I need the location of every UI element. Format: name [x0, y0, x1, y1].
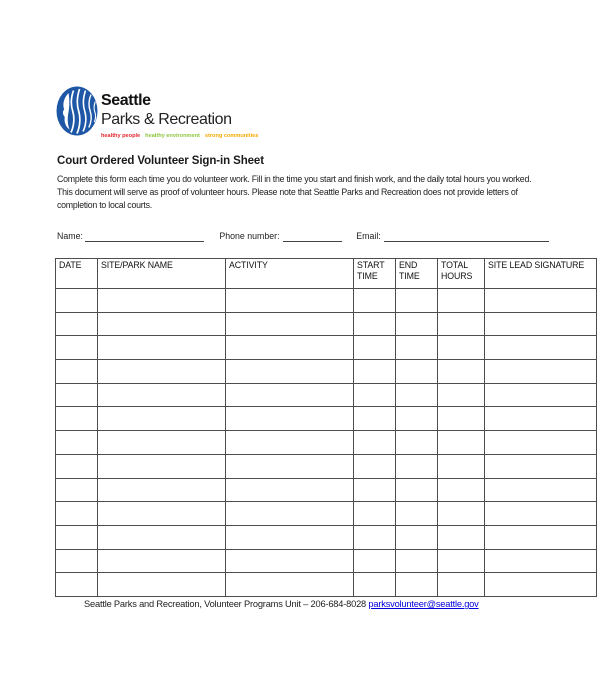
table-row: [56, 407, 597, 431]
table-row: [56, 573, 597, 597]
empty-cell: [98, 312, 226, 336]
empty-cell: [354, 549, 396, 573]
empty-cell: [438, 502, 485, 526]
empty-cell: [438, 336, 485, 360]
tagline-segment: strong communities: [204, 133, 259, 139]
empty-cell: [226, 431, 354, 455]
empty-cell: [56, 336, 98, 360]
empty-cell: [56, 360, 98, 384]
empty-cell: [226, 525, 354, 549]
empty-cell: [485, 549, 597, 573]
phone-field: [283, 231, 343, 242]
footer-email-link[interactable]: parksvolunteer@seattle.gov: [368, 599, 479, 609]
empty-cell: [226, 360, 354, 384]
empty-cell: [226, 383, 354, 407]
empty-cell: [98, 336, 226, 360]
empty-cell: [98, 525, 226, 549]
empty-cell: [396, 407, 438, 431]
footer: [84, 599, 479, 609]
empty-cell: [354, 360, 396, 384]
empty-cell: [396, 478, 438, 502]
table-row: [56, 525, 597, 549]
empty-cell: [354, 407, 396, 431]
empty-cell: [485, 502, 597, 526]
brand-name-line1: Seattle: [101, 92, 151, 109]
empty-cell: [438, 360, 485, 384]
intro-line: completion to local courts.: [57, 200, 152, 210]
empty-cell: [98, 502, 226, 526]
empty-cell: [354, 502, 396, 526]
empty-cell: [354, 431, 396, 455]
empty-cell: [98, 407, 226, 431]
empty-cell: [354, 383, 396, 407]
empty-cell: [438, 383, 485, 407]
page-title: Court Ordered Volunteer Sign-in Sheet: [57, 155, 264, 167]
email-label: Email:: [356, 231, 381, 241]
contact-row: [57, 231, 549, 242]
empty-cell: [98, 454, 226, 478]
brand-tagline: [101, 133, 263, 139]
brand-name-line2: Parks & Recreation: [101, 111, 232, 128]
empty-cell: [438, 478, 485, 502]
empty-cell: [396, 289, 438, 313]
empty-cell: [226, 312, 354, 336]
empty-cell: [396, 454, 438, 478]
empty-cell: [485, 360, 597, 384]
empty-cell: [354, 454, 396, 478]
empty-cell: [396, 360, 438, 384]
empty-cell: [485, 312, 597, 336]
empty-cell: [396, 525, 438, 549]
empty-cell: [56, 407, 98, 431]
empty-cell: [56, 478, 98, 502]
empty-cell: [56, 549, 98, 573]
empty-cell: [354, 525, 396, 549]
empty-cell: [396, 431, 438, 455]
footer-text: Seattle Parks and Recreation, Volunteer Programs Unit – 206-684-8028: [84, 599, 367, 609]
table-row: [56, 454, 597, 478]
empty-cell: [485, 573, 597, 597]
column-header-site-lead-signature: SITE LEAD SIGNATURE: [485, 259, 597, 289]
table-row: [56, 502, 597, 526]
empty-cell: [56, 312, 98, 336]
table-row: [56, 360, 597, 384]
empty-cell: [438, 407, 485, 431]
empty-cell: [485, 478, 597, 502]
empty-cell: [438, 289, 485, 313]
empty-cell: [485, 383, 597, 407]
empty-cell: [98, 360, 226, 384]
empty-cell: [354, 478, 396, 502]
table-row: [56, 383, 597, 407]
empty-cell: [98, 478, 226, 502]
empty-cell: [396, 383, 438, 407]
empty-cell: [98, 549, 226, 573]
table-row: [56, 478, 597, 502]
empty-cell: [226, 289, 354, 313]
empty-cell: [438, 431, 485, 455]
empty-cell: [98, 383, 226, 407]
column-header-total-hours: TOTAL HOURS: [438, 259, 485, 289]
table-row: [56, 549, 597, 573]
empty-cell: [226, 407, 354, 431]
empty-cell: [485, 454, 597, 478]
empty-cell: [98, 431, 226, 455]
intro-line: Complete this form each time you do volunteer work. Fill in the time you start and finish work, and the daily total hours you worked.: [57, 174, 532, 184]
empty-cell: [485, 525, 597, 549]
sign-in-table: [55, 258, 597, 597]
table-row: [56, 431, 597, 455]
empty-cell: [396, 336, 438, 360]
empty-cell: [226, 573, 354, 597]
brand-text: [101, 86, 263, 139]
empty-cell: [485, 336, 597, 360]
empty-cell: [438, 312, 485, 336]
empty-cell: [485, 431, 597, 455]
empty-cell: [485, 289, 597, 313]
empty-cell: [354, 312, 396, 336]
intro-line: This document will serve as proof of volunteer hours. Please note that Seattle Parks and Recreation does not provide letters of: [57, 187, 518, 197]
name-field: [85, 231, 204, 242]
empty-cell: [485, 407, 597, 431]
empty-cell: [56, 431, 98, 455]
empty-cell: [56, 502, 98, 526]
empty-cell: [354, 336, 396, 360]
empty-cell: [56, 383, 98, 407]
seattle-city-emblem-icon: [56, 86, 98, 136]
empty-cell: [396, 502, 438, 526]
brand-block: [56, 86, 263, 139]
empty-cell: [226, 549, 354, 573]
table-row: [56, 336, 597, 360]
empty-cell: [56, 525, 98, 549]
empty-cell: [354, 289, 396, 313]
empty-cell: [98, 289, 226, 313]
intro-paragraph: [57, 173, 531, 212]
empty-cell: [56, 289, 98, 313]
empty-cell: [396, 549, 438, 573]
empty-cell: [438, 573, 485, 597]
tagline-segment: healthy people: [101, 133, 141, 139]
table-row: [56, 312, 597, 336]
column-header-end-time: END TIME: [396, 259, 438, 289]
tagline-segment: healthy environment: [145, 133, 200, 139]
empty-cell: [98, 573, 226, 597]
empty-cell: [226, 478, 354, 502]
table-row: [56, 289, 597, 313]
table-header-row: [56, 259, 597, 289]
column-header-start-time: START TIME: [354, 259, 396, 289]
column-header-site-park-name: SITE/PARK NAME: [98, 259, 226, 289]
empty-cell: [438, 525, 485, 549]
email-field: [384, 231, 549, 242]
empty-cell: [438, 454, 485, 478]
empty-cell: [396, 573, 438, 597]
column-header-activity: ACTIVITY: [226, 259, 354, 289]
name-label: Name:: [57, 231, 83, 241]
column-header-date: DATE: [56, 259, 98, 289]
phone-label: Phone number:: [219, 231, 280, 241]
empty-cell: [56, 573, 98, 597]
empty-cell: [56, 454, 98, 478]
empty-cell: [226, 336, 354, 360]
empty-cell: [226, 502, 354, 526]
empty-cell: [354, 573, 396, 597]
empty-cell: [438, 549, 485, 573]
empty-cell: [226, 454, 354, 478]
empty-cell: [396, 312, 438, 336]
